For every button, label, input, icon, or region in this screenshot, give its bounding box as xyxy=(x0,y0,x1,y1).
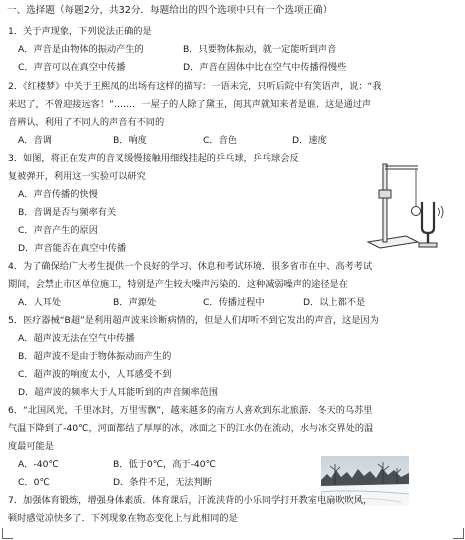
q2-option-c xyxy=(203,136,237,145)
q4-option-b xyxy=(113,298,156,307)
q2-stem-line3: 音辨认，利用了不同人的声音有不同的 xyxy=(8,117,165,128)
option-text: 传播过程中 xyxy=(218,297,265,308)
q6-option-b xyxy=(113,460,216,469)
option-label: B． xyxy=(113,459,129,470)
option-label: C． xyxy=(18,62,34,73)
option-text: 超声波的频率大于人耳能听到的声音频率范围 xyxy=(34,387,219,398)
option-label: C． xyxy=(18,225,34,236)
q3-option-d xyxy=(18,244,126,253)
q4-stem-line2: 期间，会禁止市区单位施工，特别是产生较大噪声污染的．这种减弱噪声的途径是在 xyxy=(8,279,348,290)
q2-stem-line2: 来迟了，不曾迎接远客！”……．一屋子的人除了黛玉，闺其声就知来者是谁．这是通过声 xyxy=(8,99,372,110)
q2-option-d xyxy=(292,136,327,145)
option-label: B． xyxy=(18,207,34,218)
option-text: 声音传播的快慢 xyxy=(33,189,98,200)
section-title: 一、选择题（每题2分，共32分．每题给出的四个选项中只有一个选项正确） xyxy=(7,5,333,16)
option-text: 低于0℃，高于-40℃ xyxy=(128,459,216,470)
q6-stem-line2: 气温下降到了-40℃，河面都结了厚厚的冰，冰面之下的江水仍在流动，水与冰交界处的温 xyxy=(8,423,374,434)
q1-stem: 1．关于声现象，下列说法正确的是 xyxy=(8,26,152,37)
q3-option-c xyxy=(18,226,98,235)
q3-option-b xyxy=(18,208,116,217)
option-label: A． xyxy=(18,459,34,470)
q7-stem-line1: 7．加强体育锻炼，增强身体素质．体育课后，汗流浃背的小乐同学打开教室电扇吹吹风， xyxy=(8,495,373,506)
q6-option-c xyxy=(18,478,50,487)
option-label: D． xyxy=(113,477,130,488)
option-text: 音调是否与频率有关 xyxy=(33,207,117,218)
option-text: 声音产生的原因 xyxy=(33,225,98,236)
q6-stem-line3: 度最可能是 xyxy=(8,441,54,452)
q1-option-a xyxy=(18,45,144,54)
option-label: D． xyxy=(292,135,309,146)
q7-stem-line2: 顿时感觉凉快多了．下列现象在物态变化上与此相同的是 xyxy=(8,513,238,524)
q1-option-d xyxy=(183,63,346,72)
q2-stem-line1: 2．《红楼梦》中关于王熙凤的出场有这样的描写：一语未完，只听后院中有笑语声，说：“我 xyxy=(8,81,382,92)
option-label: A． xyxy=(18,297,34,308)
option-text: 只要物体振动，就一定能听到声音 xyxy=(198,44,337,55)
option-label: B． xyxy=(113,135,129,146)
q6-option-d xyxy=(113,478,212,487)
option-label: A． xyxy=(18,44,34,55)
crop-mark xyxy=(453,528,464,539)
q6-stem-line1: 6．“北国风光，千里冰封，万里雪飘”，越来越多的南方人喜欢到东北旅游．冬天的乌苏里 xyxy=(8,405,373,416)
q5-option-d xyxy=(18,388,218,397)
option-text: -40℃ xyxy=(33,459,59,470)
q1-option-b xyxy=(183,45,336,54)
option-text: 人耳处 xyxy=(33,297,62,308)
q1-option-c xyxy=(18,63,125,72)
q2-option-a xyxy=(18,136,52,145)
q5-stem: 5．医疗器械“B超”是利用超声波来诊断病情的，但是人们却听不到它发出的声音，这是因为 xyxy=(8,315,379,326)
tuning-fork-figure xyxy=(362,150,460,250)
q6-option-a xyxy=(18,460,59,469)
option-label: C． xyxy=(203,297,219,308)
option-label: D． xyxy=(183,62,200,73)
option-text: 响度 xyxy=(128,135,147,146)
q5-option-a xyxy=(18,334,135,343)
option-text: 条件不足，无法判断 xyxy=(129,477,212,488)
option-label: C． xyxy=(203,135,219,146)
option-text: 声音是由物体的振动产生的 xyxy=(33,44,144,55)
option-label: A． xyxy=(18,135,34,146)
q4-option-d xyxy=(303,298,365,307)
q3-option-a xyxy=(18,190,98,199)
option-text: 声音可以在真空中传播 xyxy=(33,62,126,73)
option-label: C． xyxy=(18,369,34,380)
option-text: 超声波无法在空气中传播 xyxy=(33,333,135,344)
q4-stem-line1: 4．为了确保给广大考生提供一个良好的学习、休息和考试环境．很多省市在中、高考考试 xyxy=(8,261,373,272)
option-label: D． xyxy=(18,387,35,398)
option-text: 音调 xyxy=(33,135,52,146)
option-label: B． xyxy=(113,297,129,308)
q4-option-a xyxy=(18,298,61,307)
option-text: 以上都不是 xyxy=(319,297,366,308)
option-label: D． xyxy=(18,243,35,254)
q5-option-b xyxy=(18,352,171,361)
option-label: B． xyxy=(18,351,34,362)
option-label: A． xyxy=(18,189,34,200)
q3-stem-line2: 复被弹开，利用这一实验可以研究 xyxy=(8,171,146,182)
option-label: B． xyxy=(183,44,199,55)
option-label: C． xyxy=(18,477,34,488)
option-text: 声源处 xyxy=(128,297,157,308)
option-text: 超声波的响度太小，人耳感受不到 xyxy=(33,369,172,380)
option-text: 0℃ xyxy=(33,477,50,488)
option-label: A． xyxy=(18,333,34,344)
crop-mark xyxy=(2,528,13,539)
q4-option-c xyxy=(203,298,265,307)
q2-option-b xyxy=(113,136,147,145)
q5-option-c xyxy=(18,370,171,379)
option-label: D． xyxy=(303,297,320,308)
option-text: 声音在固体中比在空气中传播得慢些 xyxy=(199,62,347,73)
option-text: 音色 xyxy=(218,135,237,146)
option-text: 速度 xyxy=(308,135,327,146)
q3-stem-line1: 3．如图，将正在发声的音叉缓慢接触用细线挂起的乒乓球，乒乓球会反 xyxy=(8,153,299,164)
option-text: 声音能否在真空中传播 xyxy=(34,243,127,254)
option-text: 超声波不是由于物体振动而产生的 xyxy=(33,351,172,362)
